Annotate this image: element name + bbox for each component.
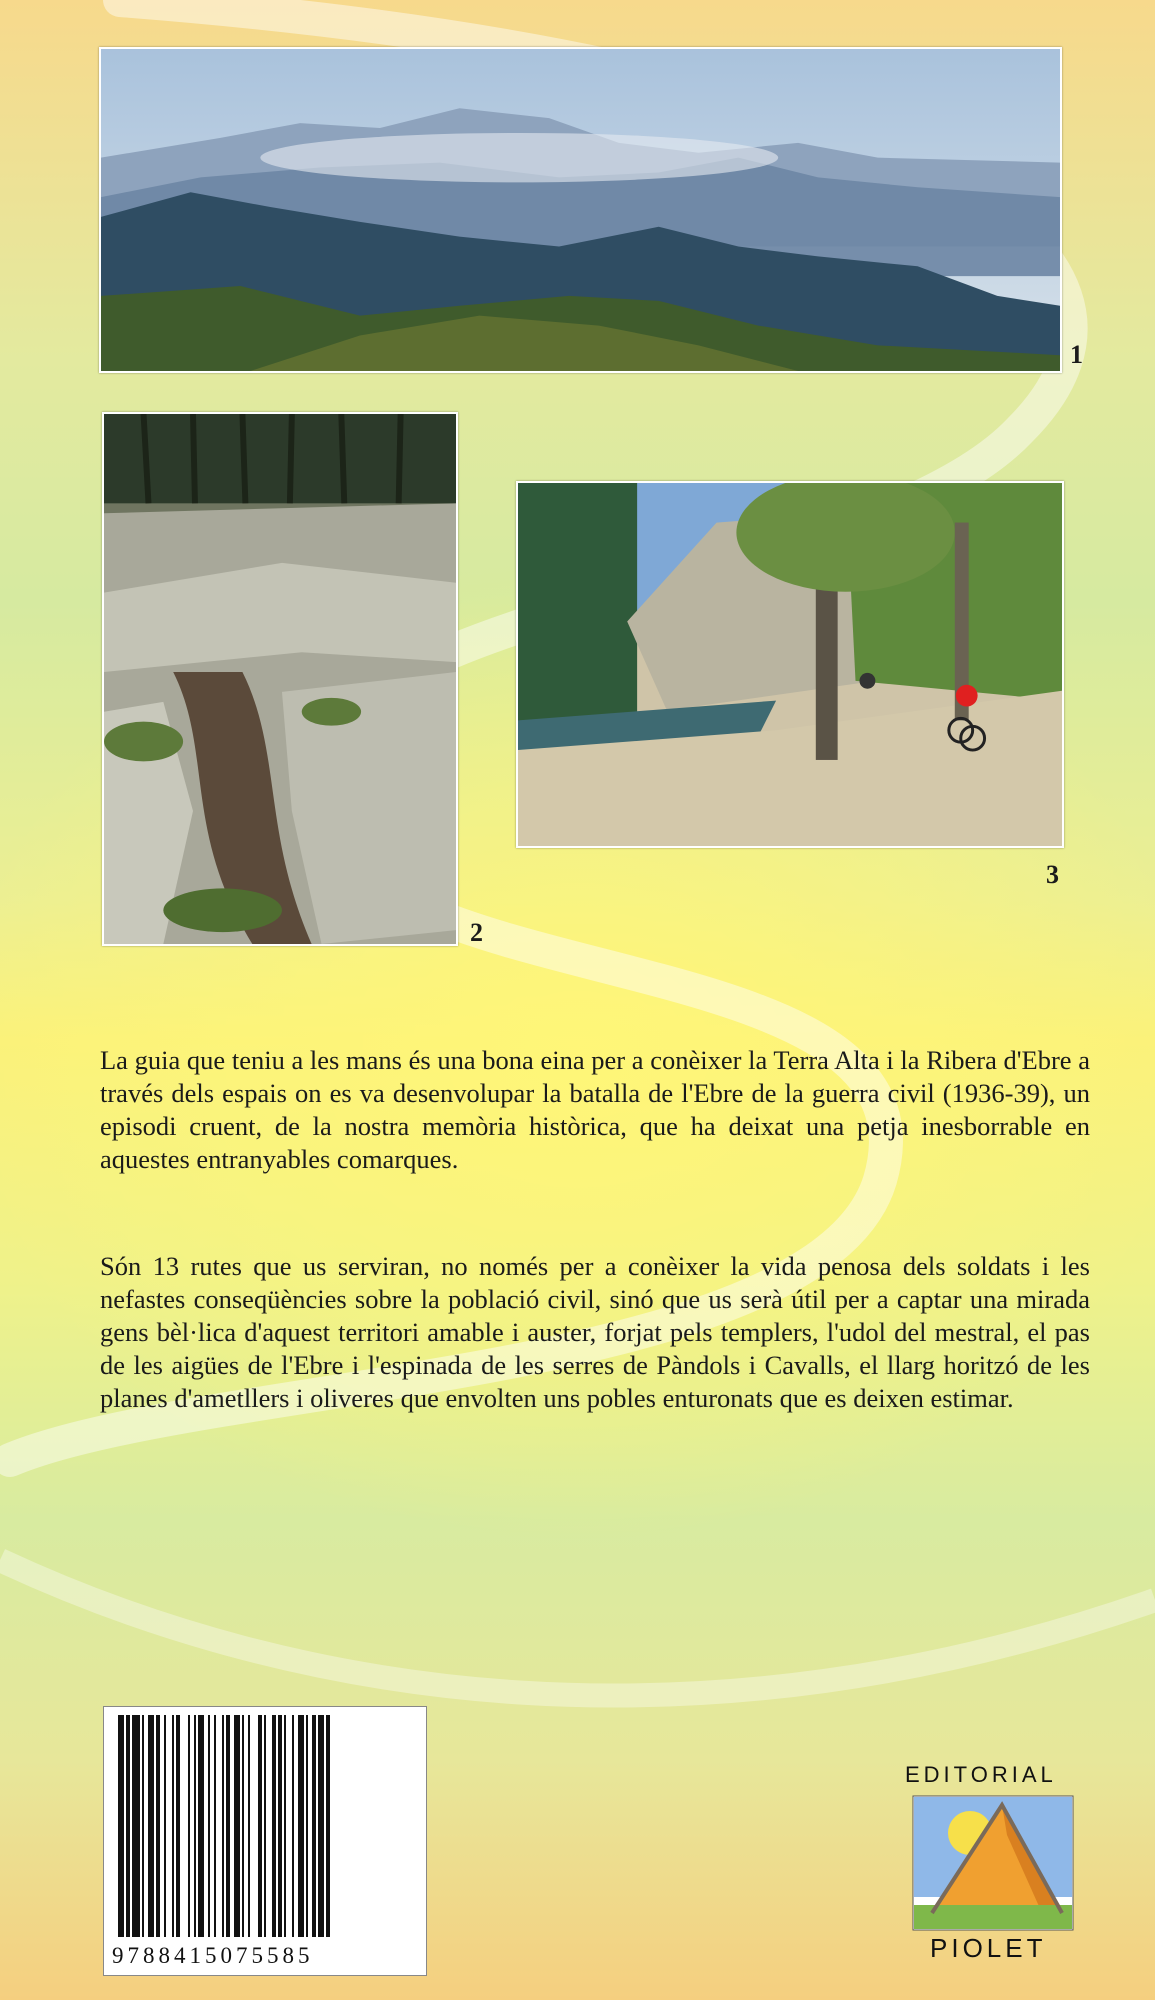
barcode-bar xyxy=(208,1715,210,1937)
barcode-bar xyxy=(118,1715,124,1937)
barcode-bar xyxy=(298,1715,304,1937)
barcode-bar xyxy=(188,1715,190,1937)
barcode-bar xyxy=(176,1715,180,1937)
piolet-mountain-logo-icon xyxy=(912,1795,1074,1931)
barcode-bar xyxy=(272,1715,276,1937)
photo-number-1: 1 xyxy=(1070,340,1083,369)
barcode-bar xyxy=(214,1715,216,1937)
barcode-bar xyxy=(326,1715,330,1937)
barcode-bars xyxy=(114,1715,416,1937)
barcode-bar xyxy=(306,1715,308,1937)
barcode-bar xyxy=(194,1715,196,1937)
barcode-bar xyxy=(278,1715,282,1937)
barcode-bar xyxy=(284,1715,286,1937)
barcode-bar xyxy=(312,1715,316,1937)
barcode-bar xyxy=(126,1715,130,1937)
barcode-bar xyxy=(142,1715,144,1937)
barcode-bar xyxy=(292,1715,294,1937)
barcode-bar xyxy=(164,1715,166,1937)
barcode-bar xyxy=(248,1715,250,1937)
publisher-label-editorial: EDITORIAL xyxy=(905,1762,1057,1787)
photo-gorge-cyclists xyxy=(516,481,1064,848)
description-paragraph-1: La guia que teniu a les mans és una bona eina per a conèixer la Terra Alta i la Ribera d'Ebre a través dels espais on es va desenvolupar la batalla de l'Ebre de la guerra civil (1936-39), un episodi cruent, de la nostra memòria històrica, que ha deixat una petja inesborrable en aquestes entranyables comarques. xyxy=(100,1045,1090,1174)
description-paragraph-2: Són 13 rutes que us serviran, no només per a conèixer la vida penosa dels soldats i les nefastes conseqüències sobre la població civil, sinó que us serà útil per a captar una mirada gens bèl·lica d'aquest territori amable i auster, forjat pels templers, l'udol del mestral, el pas de les aigües de l'Ebre i l'espinada de les serres de Pàndols i Cavalls, el llarg horitzó de les planes d'ametllers i oliveres que envolten uns pobles enturonats que es deixen estimar. xyxy=(100,1251,1090,1413)
isbn-number: 9788415075585 xyxy=(112,1943,314,1968)
barcode-bar xyxy=(264,1715,266,1937)
barcode-bar xyxy=(234,1715,240,1937)
barcode-bar xyxy=(198,1715,204,1937)
barcode-bar xyxy=(132,1715,140,1937)
barcode-bar xyxy=(242,1715,244,1937)
barcode-bar xyxy=(222,1715,224,1937)
photo-mountain-panorama xyxy=(99,47,1062,373)
barcode-bar xyxy=(226,1715,230,1937)
barcode xyxy=(103,1706,427,1976)
barcode-bar xyxy=(318,1715,324,1937)
barcode-bar xyxy=(148,1715,154,1937)
barcode-bar xyxy=(258,1715,262,1937)
photo-number-2: 2 xyxy=(470,918,483,947)
photo-number-3: 3 xyxy=(1046,860,1059,889)
barcode-bar xyxy=(172,1715,174,1937)
publisher-label-piolet: PIOLET xyxy=(930,1933,1047,1963)
photo-trenches xyxy=(102,412,458,946)
barcode-bar xyxy=(156,1715,160,1937)
